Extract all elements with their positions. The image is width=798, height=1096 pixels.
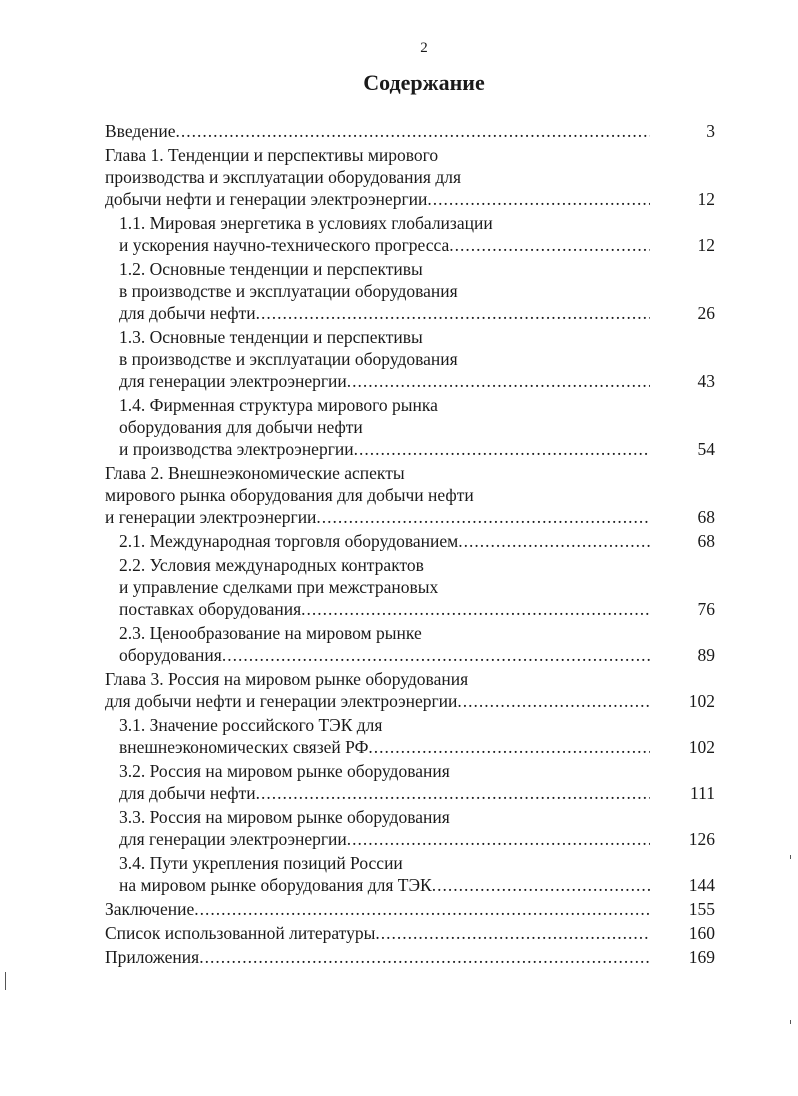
toc-entry-title-line: 3.3. Россия на мировом рынке оборудования [119, 807, 450, 827]
toc-entry-title-line: для добычи нефти [119, 303, 256, 323]
toc-entry-title-line: Введение [105, 121, 176, 141]
page-title: Содержание [363, 70, 485, 95]
toc-entry-title-line: для генерации электроэнергии [119, 371, 347, 391]
toc-entry-title-line: Глава 1. Тенденции и перспективы мирового [105, 145, 439, 165]
dot-leader [457, 690, 650, 712]
dot-leader [449, 234, 650, 256]
toc-page-number: 54 [697, 439, 715, 459]
toc-entry-title-line: поставках оборудования [119, 599, 302, 619]
toc-entry-title-line: 1.4. Фирменная структура мирового рынка [119, 395, 438, 415]
toc-chapter-entry[interactable] [105, 668, 725, 712]
dot-leader [458, 530, 650, 552]
toc-page-number: 111 [690, 783, 715, 803]
toc-entry-title-line: 1.1. Мировая энергетика в условиях глобализации [119, 213, 493, 233]
toc-entry-title-line: в производстве и эксплуатации оборудования [119, 349, 458, 369]
toc-page-number: 155 [688, 899, 715, 919]
toc-entry-title-line: оборудования для добычи нефти [119, 417, 363, 437]
toc-page-number: 76 [697, 599, 715, 619]
toc-entry-title-line: 1.2. Основные тенденции и перспективы [119, 259, 423, 279]
toc-subsection-entry[interactable] [105, 530, 725, 552]
toc-subsection-entry[interactable] [105, 394, 725, 460]
toc-page-number: 12 [697, 189, 715, 209]
toc-page-number: 3 [706, 121, 715, 141]
toc-entry-title-line: и производства электроэнергии [119, 439, 354, 459]
dot-leader [194, 898, 650, 920]
toc-entry-title-line: 3.2. Россия на мировом рынке оборудования [119, 761, 450, 781]
toc-entry-title-line: и управление сделками при межстрановых [119, 577, 439, 597]
toc-chapter-entry[interactable] [105, 144, 725, 210]
toc-subsection-entry[interactable] [105, 258, 725, 324]
scan-artifact [790, 855, 791, 859]
dot-leader [256, 782, 650, 804]
dot-leader [368, 736, 650, 758]
toc-subsection-entry[interactable] [105, 622, 725, 666]
toc-subsection-entry[interactable] [105, 760, 725, 804]
toc-chapter-entry[interactable] [105, 898, 725, 920]
toc-entry-title-line: Глава 3. Россия на мировом рынке оборудования [105, 669, 469, 689]
toc-page-number: 68 [697, 507, 715, 527]
dot-leader [176, 120, 650, 142]
dot-leader [301, 598, 650, 620]
toc-entry-title-line: для добычи нефти [119, 783, 256, 803]
table-of-contents [105, 120, 725, 970]
toc-chapter-entry[interactable] [105, 120, 725, 142]
toc-page-number: 169 [688, 947, 715, 967]
toc-page-number: 102 [688, 737, 715, 757]
toc-page-number: 144 [688, 875, 715, 895]
dot-leader [199, 946, 650, 968]
dot-leader [347, 370, 650, 392]
dot-leader [316, 506, 650, 528]
toc-entry-title-line: 1.3. Основные тенденции и перспективы [119, 327, 423, 347]
toc-subsection-entry[interactable] [105, 714, 725, 758]
toc-page-number: 68 [697, 531, 715, 551]
toc-subsection-entry[interactable] [105, 806, 725, 850]
toc-page-number: 160 [688, 923, 715, 943]
toc-entry-title-line: и генерации электроэнергии [105, 507, 317, 527]
toc-entry-title-line: в производстве и эксплуатации оборудования [119, 281, 458, 301]
toc-page-number: 43 [697, 371, 715, 391]
toc-chapter-entry[interactable] [105, 946, 725, 968]
dot-leader [222, 644, 650, 666]
toc-chapter-entry[interactable] [105, 922, 725, 944]
page-number: 2 [420, 40, 428, 56]
toc-entry-title-line: 3.4. Пути укрепления позиций России [119, 853, 403, 873]
toc-subsection-entry[interactable] [105, 554, 725, 620]
dot-leader [375, 922, 650, 944]
toc-entry-title-line: добычи нефти и генерации электроэнергии [105, 189, 428, 209]
toc-entry-title-line: 3.1. Значение российского ТЭК для [119, 715, 383, 735]
dot-leader [354, 438, 650, 460]
toc-entry-title-line: 2.3. Ценообразование на мировом рынке [119, 623, 422, 643]
toc-page-number: 26 [697, 303, 715, 323]
dot-leader [347, 828, 650, 850]
toc-subsection-entry[interactable] [105, 852, 725, 896]
toc-page-number: 102 [688, 691, 715, 711]
dot-leader [427, 188, 650, 210]
toc-page-number: 89 [697, 645, 715, 665]
toc-entry-title-line: Заключение [105, 899, 195, 919]
dot-leader [256, 302, 650, 324]
toc-page-number: 126 [688, 829, 715, 849]
toc-page-number: 12 [697, 235, 715, 255]
toc-entry-title-line: Список использованной литературы [105, 923, 376, 943]
scan-artifact [790, 1020, 791, 1024]
toc-entry-title-line: Приложения [105, 947, 200, 967]
toc-entry-title-line: на мировом рынке оборудования для ТЭК [119, 875, 432, 895]
toc-entry-title-line: мирового рынка оборудования для добычи нефти [105, 485, 474, 505]
toc-subsection-entry[interactable] [105, 212, 725, 256]
toc-entry-title-line: и ускорения научно-технического прогресса [119, 235, 450, 255]
toc-entry-title-line: 2.2. Условия международных контрактов [119, 555, 424, 575]
toc-entry-title-line: Глава 2. Внешнеэкономические аспекты [105, 463, 405, 483]
toc-chapter-entry[interactable] [105, 462, 725, 528]
toc-entry-title-line: производства и эксплуатации оборудования для [105, 167, 462, 187]
dot-leader [432, 874, 650, 896]
toc-entry-title-line: 2.1. Международная торговля оборудованием [119, 531, 459, 551]
toc-entry-title-line: внешнеэкономических связей РФ [119, 737, 369, 757]
toc-entry-title-line: для добычи нефти и генерации электроэнергии [105, 691, 458, 711]
toc-entry-title-line: оборудования [119, 645, 222, 665]
toc-subsection-entry[interactable] [105, 326, 725, 392]
toc-entry-title-line: для генерации электроэнергии [119, 829, 347, 849]
scan-artifact [5, 972, 6, 990]
